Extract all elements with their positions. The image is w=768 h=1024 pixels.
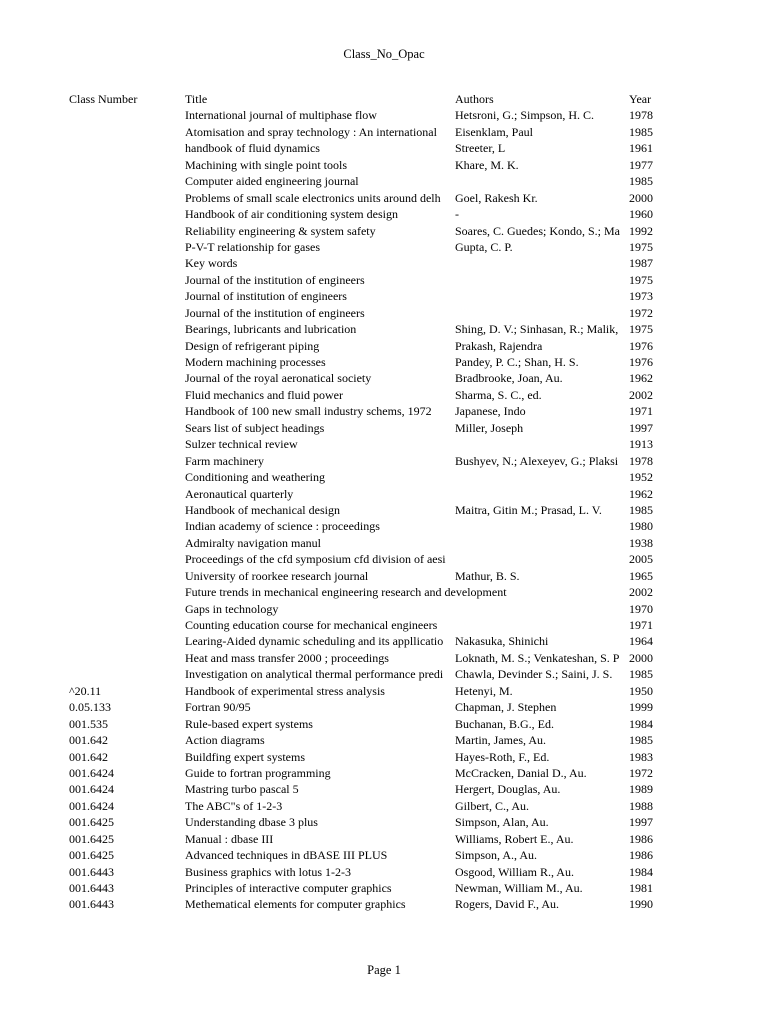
title-cell: Bearings, lubricants and lubrication [185, 322, 357, 337]
authors-cell: Mathur, B. S. [455, 568, 520, 583]
catalog-table [0, 91, 768, 913]
class-number-cell [69, 190, 185, 206]
title-cell: Journal of the royal aeronatical society [185, 371, 372, 386]
authors-cell [455, 255, 629, 271]
authors-cell: Chawla, Devinder S.; Saini, J. S. [455, 667, 613, 682]
table-row [0, 798, 768, 814]
table-row [0, 107, 768, 123]
title-cell: Design of refrigerant piping [185, 338, 320, 353]
title-cell: Journal of institution of engineers [185, 289, 347, 304]
class-number-cell [69, 650, 185, 666]
title-cell: Modern machining processes [185, 355, 326, 369]
year-cell: 1913 [629, 437, 653, 452]
year-cell: 2002 [629, 387, 653, 402]
year-cell: 1971 [629, 618, 653, 632]
title-cell: Mastring turbo pascal 5 [185, 782, 299, 797]
title-cell: Handbook of mechanical design [185, 502, 340, 517]
class-number-cell [69, 551, 185, 567]
year-cell: 1985 [629, 124, 653, 139]
year-cell: 1985 [629, 733, 653, 748]
class-number-cell [69, 206, 185, 222]
class-number-cell: 001.6424 [69, 782, 114, 797]
class-number-cell [69, 338, 185, 354]
year-cell: 1978 [629, 453, 653, 468]
table-row [0, 814, 768, 830]
authors-cell: Japanese, Indo [455, 404, 526, 419]
title-cell: Investigation on analytical thermal performance predi [185, 667, 444, 682]
table-row [0, 584, 768, 600]
class-number-cell [69, 502, 185, 518]
title-cell: Problems of small scale electronics units around delh [185, 190, 441, 205]
year-cell: 1981 [629, 881, 653, 895]
table-row [0, 272, 768, 288]
class-number-cell [69, 321, 185, 337]
authors-cell: Prakash, Rajendra [455, 338, 543, 353]
title-cell: Conditioning and weathering [185, 470, 325, 485]
authors-cell: Chapman, J. Stephen [455, 700, 557, 715]
authors-cell [455, 535, 629, 551]
table-row [0, 847, 768, 863]
title-cell: Journal of the institution of engineers [185, 305, 365, 320]
table-row [0, 321, 768, 337]
class-number-cell [69, 666, 185, 682]
class-number-cell [69, 370, 185, 386]
year-cell: 1999 [629, 700, 653, 715]
table-row [0, 650, 768, 666]
title-cell: Rule-based expert systems [185, 716, 313, 731]
title-cell: Handbook of experimental stress analysis [185, 683, 385, 698]
title-cell: Sulzer technical review [185, 437, 298, 452]
title-cell: Proceedings of the cfd symposium cfd division of aesi [185, 552, 446, 567]
year-cell: 2000 [629, 650, 653, 665]
table-row [0, 502, 768, 518]
table-row [0, 140, 768, 156]
year-cell: 1972 [629, 305, 653, 320]
year-cell: 1978 [629, 108, 653, 123]
table-row [0, 864, 768, 880]
year-cell: 1975 [629, 272, 653, 287]
table-row [0, 387, 768, 403]
column-header-class-number: Class Number [69, 92, 138, 106]
table-row [0, 633, 768, 649]
year-cell: 1938 [629, 535, 653, 550]
table-row [0, 781, 768, 797]
table-row [0, 288, 768, 304]
class-number-cell [69, 223, 185, 239]
table-row [0, 699, 768, 715]
title-cell: Gaps in technology [185, 601, 279, 616]
class-number-cell [69, 239, 185, 255]
authors-cell: Miller, Joseph [455, 420, 524, 435]
table-row [0, 732, 768, 748]
authors-cell: Soares, C. Guedes; Kondo, S.; Ma [455, 223, 620, 238]
authors-cell: McCracken, Danial D., Au. [455, 765, 587, 780]
class-number-cell [69, 469, 185, 485]
year-cell: 1984 [629, 716, 653, 731]
title-cell: The ABC"s of 1-2-3 [185, 798, 283, 813]
class-number-cell: 001.6443 [69, 897, 114, 912]
page-title: Class_No_Opac [343, 47, 425, 61]
title-cell: Key words [185, 256, 238, 271]
year-cell: 1984 [629, 864, 653, 879]
year-cell: 1983 [629, 749, 653, 764]
class-number-cell [69, 305, 185, 321]
year-cell: 1952 [629, 470, 653, 485]
class-number-cell [69, 518, 185, 534]
class-number-cell [69, 107, 185, 123]
authors-cell: Rogers, David F., Au. [455, 897, 560, 912]
class-number-cell [69, 486, 185, 502]
class-number-cell [69, 453, 185, 469]
year-cell: 1973 [629, 289, 653, 304]
year-cell: 1987 [629, 256, 653, 271]
authors-cell [455, 584, 629, 600]
table-row [0, 305, 768, 321]
table-row [0, 239, 768, 255]
class-number-cell: 001.6424 [69, 798, 114, 813]
class-number-cell: 001.6425 [69, 848, 114, 863]
title-cell: Sears list of subject headings [185, 420, 325, 435]
column-header-year: Year [629, 92, 652, 106]
authors-cell: Sharma, S. C., ed. [455, 387, 542, 402]
authors-cell: Khare, M. K. [455, 157, 519, 172]
year-cell: 1997 [629, 815, 653, 830]
column-header-authors: Authors [455, 92, 494, 106]
authors-cell: Maitra, Gitin M.; Prasad, L. V. [455, 502, 602, 517]
table-row [0, 551, 768, 567]
title-cell: Journal of the institution of engineers [185, 272, 365, 287]
class-number-cell: 001.6443 [69, 881, 114, 895]
table-row [0, 453, 768, 469]
year-cell: 1965 [629, 568, 653, 583]
year-cell: 1950 [629, 683, 653, 698]
year-cell: 1986 [629, 831, 653, 846]
authors-cell: Hayes-Roth, F., Ed. [455, 749, 550, 764]
authors-cell: Simpson, Alan, Au. [455, 815, 549, 830]
table-row [0, 403, 768, 419]
authors-cell [455, 518, 629, 534]
year-cell: 1960 [629, 207, 653, 222]
year-cell: 1986 [629, 848, 653, 863]
class-number-cell: 001.6425 [69, 831, 114, 846]
authors-cell: - [455, 207, 459, 222]
title-cell: Counting education course for mechanical engineers [185, 618, 438, 632]
year-cell: 1970 [629, 601, 653, 616]
table-row [0, 518, 768, 534]
class-number-cell: 001.642 [69, 749, 108, 764]
year-cell: 1985 [629, 667, 653, 682]
year-cell: 1962 [629, 486, 653, 501]
title-cell: Aeronautical quarterly [185, 486, 294, 501]
title-cell: handbook of fluid dynamics [185, 141, 320, 156]
title-cell: International journal of multiphase flow [185, 108, 377, 123]
table-header-row [0, 91, 768, 107]
table-row [0, 486, 768, 502]
table-row [0, 354, 768, 370]
title-cell: Manual : dbase III [185, 831, 274, 846]
title-cell: Business graphics with lotus 1-2-3 [185, 864, 351, 879]
title-cell: Farm machinery [185, 453, 264, 468]
authors-cell [455, 469, 629, 485]
authors-cell: Bushyev, N.; Alexeyev, G.; Plaksi [455, 453, 619, 468]
year-cell: 1989 [629, 782, 653, 797]
class-number-cell [69, 272, 185, 288]
title-cell: Handbook of air conditioning system design [185, 207, 398, 222]
year-cell: 1976 [629, 338, 653, 353]
authors-cell: Simpson, A., Au. [455, 848, 538, 863]
table-row [0, 206, 768, 222]
class-number-cell [69, 584, 185, 600]
title-cell: Indian academy of science : proceedings [185, 519, 380, 534]
year-cell: 1980 [629, 519, 653, 534]
authors-cell: Hergert, Douglas, Au. [455, 782, 561, 797]
class-number-cell [69, 255, 185, 271]
authors-cell [455, 486, 629, 502]
class-number-cell [69, 601, 185, 617]
class-number-cell: 001.6424 [69, 765, 114, 780]
year-cell: 1997 [629, 420, 653, 435]
title-cell: Fluid mechanics and fluid power [185, 387, 343, 402]
year-cell: 1988 [629, 798, 653, 813]
year-cell: 1992 [629, 223, 653, 238]
year-cell: 1976 [629, 355, 653, 369]
table-row [0, 420, 768, 436]
title-cell: Learing-Aided dynamic scheduling and its appllicatio [185, 634, 444, 649]
title-cell: Machining with single point tools [185, 157, 347, 172]
table-row [0, 190, 768, 206]
year-cell: 1962 [629, 371, 653, 386]
class-number-cell [69, 173, 185, 189]
title-cell: Handbook of 100 new small industry schems, 1972 [185, 404, 432, 419]
authors-cell [455, 436, 629, 452]
table-row [0, 617, 768, 633]
year-cell: 1964 [629, 634, 653, 649]
year-cell: 1985 [629, 174, 653, 189]
page-number: Page 1 [367, 963, 401, 977]
year-cell: 1977 [629, 157, 653, 172]
authors-cell: Osgood, William R., Au. [455, 864, 574, 879]
class-number-cell: ^20.11 [69, 683, 102, 698]
title-cell: Fortran 90/95 [185, 700, 251, 715]
title-cell: Understanding dbase 3 plus [185, 815, 318, 830]
class-number-cell [69, 617, 185, 633]
year-cell: 1990 [629, 897, 653, 912]
table-row [0, 666, 768, 682]
authors-cell: Loknath, M. S.; Venkateshan, S. P [455, 650, 620, 665]
table-row [0, 436, 768, 452]
authors-cell: Bradbrooke, Joan, Au. [455, 371, 563, 386]
authors-cell [455, 288, 629, 304]
title-cell: Principles of interactive computer graphics [185, 881, 392, 895]
table-row [0, 124, 768, 140]
class-number-cell [69, 157, 185, 173]
authors-cell: Hetsroni, G.; Simpson, H. C. [455, 108, 595, 123]
table-row [0, 173, 768, 189]
authors-cell: Williams, Robert E., Au. [455, 831, 574, 846]
class-number-cell: 001.6425 [69, 815, 114, 830]
authors-cell [455, 601, 629, 617]
year-cell: 1971 [629, 404, 653, 419]
authors-cell: Hetenyi, M. [455, 683, 513, 698]
title-cell: P-V-T relationship for gases [185, 239, 320, 254]
title-cell: Reliability engineering & system safety [185, 223, 376, 238]
class-number-cell [69, 436, 185, 452]
table-row [0, 601, 768, 617]
year-cell: 2002 [629, 585, 653, 600]
authors-cell: Eisenklam, Paul [455, 124, 533, 139]
authors-cell: Nakasuka, Shinichi [455, 634, 549, 649]
class-number-cell [69, 124, 185, 140]
class-number-cell [69, 354, 185, 370]
authors-cell [455, 617, 629, 633]
year-cell: 1975 [629, 239, 653, 254]
table-row [0, 880, 768, 896]
class-number-cell [69, 403, 185, 419]
title-cell: Computer aided engineering journal [185, 174, 359, 189]
authors-cell: Buchanan, B.G., Ed. [455, 716, 554, 731]
table-row [0, 370, 768, 386]
table-row [0, 568, 768, 584]
authors-cell: Shing, D. V.; Sinhasan, R.; Malik, [455, 322, 619, 337]
table-row [0, 255, 768, 271]
class-number-cell [69, 633, 185, 649]
class-number-cell [69, 288, 185, 304]
title-cell: Atomisation and spray technology : An international [185, 124, 437, 139]
class-number-cell [69, 568, 185, 584]
authors-cell [455, 305, 629, 321]
table-row [0, 157, 768, 173]
class-number-cell: 0.05.133 [69, 700, 111, 715]
class-number-cell [69, 140, 185, 156]
title-cell: Buildfing expert systems [185, 749, 305, 764]
title-cell: Advanced techniques in dBASE III PLUS [185, 848, 388, 863]
table-row [0, 223, 768, 239]
year-cell: 2005 [629, 552, 653, 567]
authors-cell: Gupta, C. P. [455, 239, 513, 254]
class-number-cell: 001.6443 [69, 864, 114, 879]
title-cell: Future trends in mechanical engineering research and development [185, 585, 507, 600]
table-row [0, 469, 768, 485]
title-cell: Admiralty navigation manul [185, 535, 321, 550]
table-body [0, 107, 768, 912]
table-row [0, 535, 768, 551]
year-cell: 1975 [629, 322, 653, 337]
title-cell: University of roorkee research journal [185, 568, 369, 583]
column-header-title: Title [185, 92, 208, 106]
title-cell: Action diagrams [185, 733, 265, 748]
authors-cell [455, 272, 629, 288]
table-row [0, 716, 768, 732]
authors-cell [455, 551, 629, 567]
authors-cell: Gilbert, C., Au. [455, 798, 529, 813]
title-cell: Guide to fortran programming [185, 765, 331, 780]
class-number-cell [69, 387, 185, 403]
authors-cell: Pandey, P. C.; Shan, H. S. [455, 355, 579, 369]
authors-cell: Newman, William M., Au. [455, 881, 583, 895]
year-cell: 1972 [629, 765, 653, 780]
table-row [0, 831, 768, 847]
year-cell: 2000 [629, 190, 653, 205]
authors-cell: Goel, Rakesh Kr. [455, 190, 538, 205]
table-row [0, 683, 768, 699]
class-number-cell: 001.642 [69, 733, 108, 748]
title-cell: Heat and mass transfer 2000 ; proceedings [185, 650, 389, 665]
table-row [0, 338, 768, 354]
class-number-cell: 001.535 [69, 716, 108, 731]
table-row [0, 749, 768, 765]
class-number-cell [69, 535, 185, 551]
authors-cell: Streeter, L [455, 141, 506, 156]
year-cell: 1985 [629, 502, 653, 517]
authors-cell [455, 173, 629, 189]
table-row [0, 896, 768, 912]
authors-cell: Martin, James, Au. [455, 733, 546, 748]
year-cell: 1961 [629, 141, 653, 156]
class-number-cell [69, 420, 185, 436]
title-cell: Methematical elements for computer graphics [185, 897, 406, 912]
table-row [0, 765, 768, 781]
